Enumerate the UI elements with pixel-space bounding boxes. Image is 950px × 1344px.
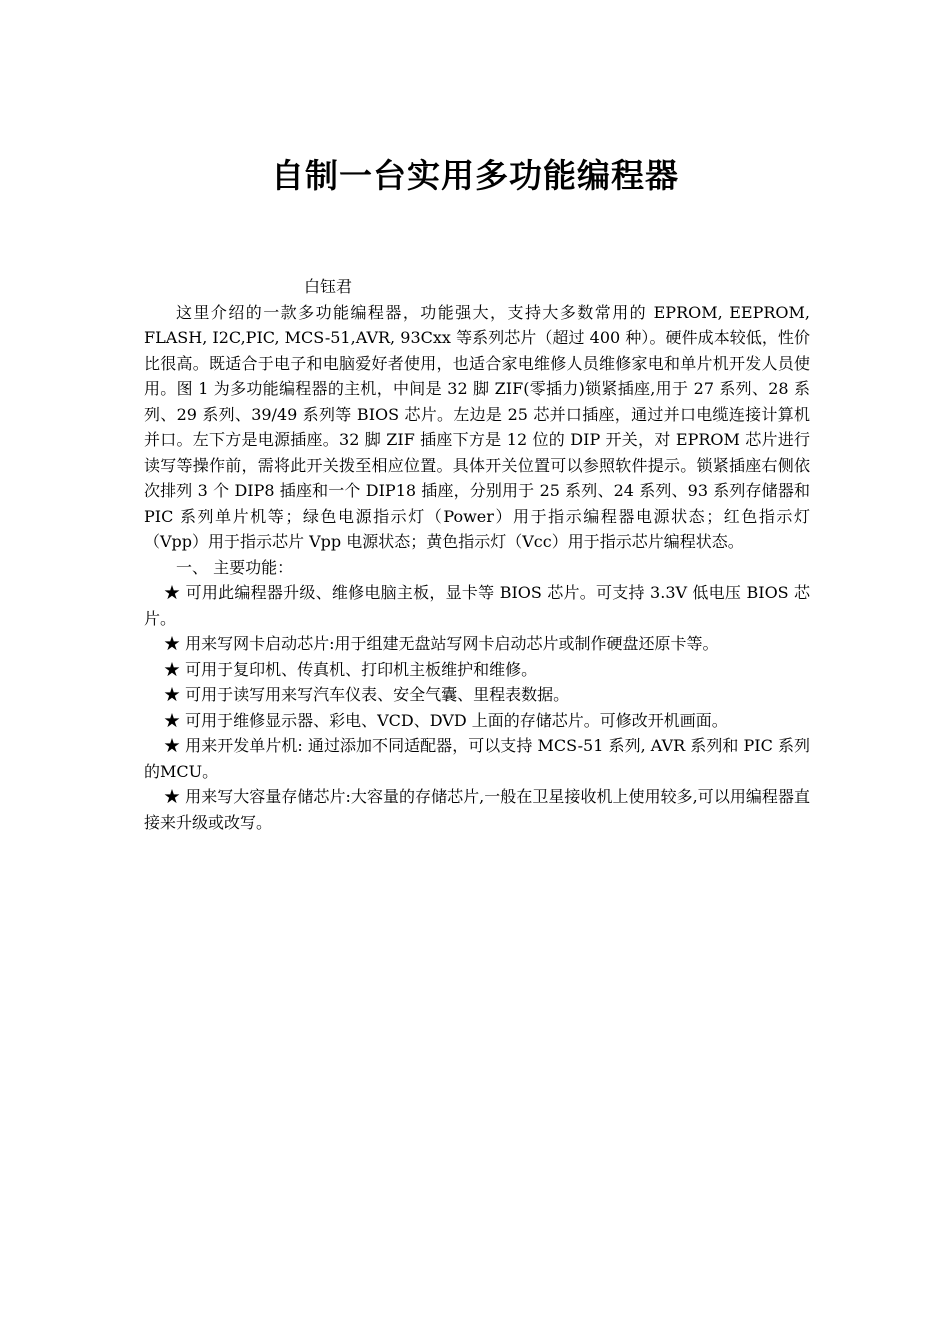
page-title: 自制一台实用多功能编程器 — [271, 156, 679, 195]
intro-paragraph: 这里介绍的一款多功能编程器，功能强大，支持大多数常用的 EPROM, EEPROM, FLASH, I2C,PIC, MCS-51,AVR, 93Cxx 等系列芯片（超过 400 种）。硬件成本较低，性价比很高。既适合于电子和电脑爱好者使用，也适合家电维修人员维修家电和单片机开发人员使用。图 1 为多功能编程器的主机，中间是 32 脚 ZIF(零插力)锁紧插座,用于 27 系列、28 系列、29 系列、39/49 系列等 BIOS 芯片。左边是 25 芯并口插座，通过并口电缆连接计算机并口。左下方是电源插座。32 脚 ZIF 插座下方是 12 位的 DIP 开关，对 EPROM 芯片进行读写等操作前，需将此开关拨至相应位置。具体开关位置可以参照软件提示。锁紧插座右侧依次排列 3 个 DIP8 插座和一个 DIP18 插座，分别用于 25 系列、24 系列、93 系列存储器和 PIC 系列单片机等；绿色电源指示灯（Power）用于指示编程器电源状态；红色指示灯（Vpp）用于指示芯片 Vpp 电源状态；黄色指示灯（Vcc）用于指示芯片编程状态。 — [144, 302, 810, 551]
star-icon: ★ — [164, 634, 181, 653]
star-icon: ★ — [164, 736, 181, 755]
star-icon: ★ — [164, 659, 181, 679]
feature-text: 可用于维修显示器、彩电、VCD、DVD 上面的存储芯片。可修改开机画面。 — [185, 710, 728, 730]
feature-text: 可用此编程器升级、维修电脑主板，显卡等 BIOS 芯片。可支持 3.3V 低电压 BIOS 芯片。 — [144, 583, 810, 628]
feature-text: 用来写大容量存储芯片:大容量的存储芯片,一般在卫星接收机上使用较多,可以用编程器直接来升级或改写。 — [144, 787, 810, 832]
article-body — [144, 274, 810, 835]
feature-item — [144, 682, 810, 708]
feature-text: 用来开发单片机: 通过添加不同适配器，可以支持 MCS-51 系列, AVR 系列和 PIC 系列的MCU。 — [144, 736, 810, 781]
feature-item — [144, 631, 810, 657]
feature-item — [144, 784, 810, 835]
section-heading: 一、 主要功能： — [176, 557, 294, 577]
star-icon: ★ — [164, 685, 181, 704]
feature-text: 可用于复印机、传真机、打印机主板维护和维修。 — [185, 659, 538, 679]
feature-item — [144, 580, 810, 631]
feature-item — [144, 708, 810, 734]
star-icon: ★ — [164, 583, 181, 602]
star-icon: ★ — [164, 787, 181, 806]
feature-text: 可用于读写用来写汽车仪表、安全气囊、里程表数据。 — [185, 685, 570, 704]
feature-text: 用来写网卡启动芯片:用于组建无盘站写网卡启动芯片或制作硬盘还原卡等。 — [185, 634, 719, 653]
star-icon: ★ — [164, 710, 181, 730]
feature-item — [144, 733, 810, 784]
feature-item — [144, 657, 810, 683]
author-name: 白钰君 — [304, 277, 353, 296]
